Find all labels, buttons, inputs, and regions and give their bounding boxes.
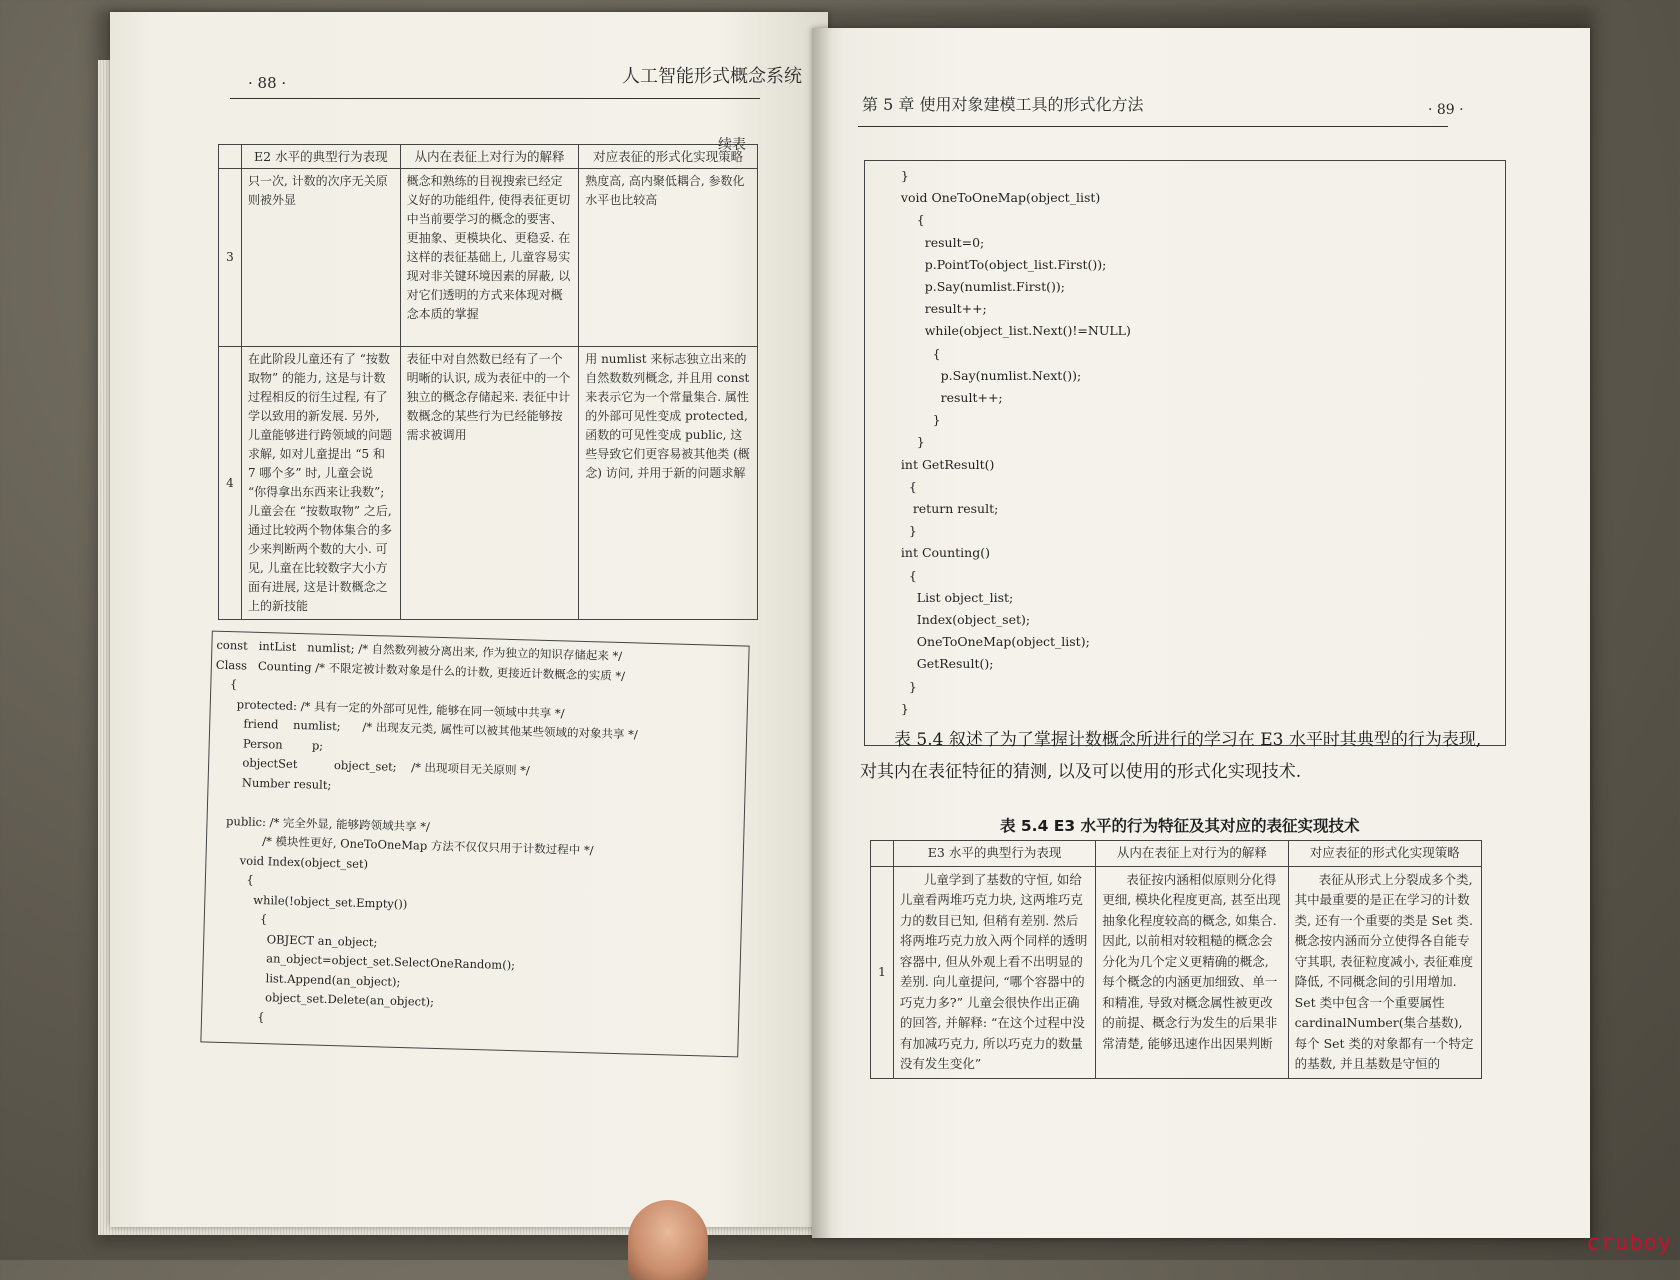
left-page-number: · 88 · [248,74,287,92]
left-page [110,12,828,1227]
continued-label: 续表 [718,137,746,153]
table-header-cell [219,145,242,169]
table-caption: 表 5.4 E3 水平的行为特征及其对应的表征实现技术 [1000,817,1360,835]
book-title: 人工智能形式概念系统 [622,66,802,87]
strategy-cell: 用 numlist 来标志独立出来的自然数数列概念, 并且用 const 来表示它为一个常量集合. 属性的外部可见性变成 protected, 函数的可见性变成 public, 这些导致它们更容易被其他类 (概念) 访问, 并用于新的问题求解 [579,347,758,620]
chapter-header: 第 5 章 使用对象建模工具的形式化方法 [862,95,1144,114]
table-header-cell: 对应表征的形式化实现策略 [1288,841,1481,867]
thumb [628,1200,708,1280]
interpretation-cell: 表征按内涵相似原则分化得更细, 模块化程度更高, 甚至出现抽象化程度较高的概念, 如集合. 因此, 以前相对较粗糙的概念会分化为几个定义更精确的概念, 每个概念的内涵更加细致、单一和精准, 导致对概念属性被更改的前提、概念行为发生的后果非常清楚, 能够迅速作出因果判断 [1096,866,1288,1078]
header-rule [858,126,1448,127]
row-number: 3 [219,169,242,347]
interpretation-cell: 概念和熟练的目视搜索已经定义好的功能组件, 使得表征更切中当前要学习的概念的要害、更抽象、更模块化、更稳妥. 在这样的表征基础上, 儿童容易实现对非关键环境因素的屏蔽, 以对它们透明的方式来体现对概念本质的掌握 [400,169,579,347]
table-row [219,347,758,620]
table-row [219,169,758,347]
code-box-left [200,631,749,1058]
table-header-cell: E3 水平的典型行为表现 [893,841,1095,867]
header-rule [230,98,760,99]
body-paragraph: 表 5.4 叙述了为了掌握计数概念所进行的学习在 E3 水平时其典型的行为表现, 对其内在表征特征的猜测, 以及可以使用的形式化实现技术. [860,730,1482,782]
behavior-table-e2 [218,144,758,620]
behavior-cell: 只一次, 计数的次序无关原则被外显 [241,169,400,347]
table-header-cell: 从内在表征上对行为的解释 [1096,841,1288,867]
table-header-cell: 从内在表征上对行为的解释 [400,145,579,169]
table-header-cell: 对应表征的形式化实现策略 [579,145,758,169]
row-number: 4 [219,347,242,620]
table-header-cell: E2 水平的典型行为表现 [241,145,400,169]
behavior-table-e3 [870,840,1482,1079]
book-gutter [812,28,832,1238]
right-page-number: · 89 · [1428,102,1464,118]
right-page [812,28,1590,1238]
code-box-right [864,160,1506,746]
code-block-right: } void OneToOneMap(object_list) { result=0; p.PointTo(object_list.First()); p.Say(numlist.First()); result++; while(object_list.Next()!=NULL) { p.Say(numlist.Next()); result++; } } int GetResult() { return result; } int Counting() { List object_list; Index(object_set); OneToOneMap(object_list); GetResult(); } } [900,168,1131,716]
watermark: cruboy [1586,1231,1672,1256]
strategy-cell: 表征从形式上分裂成多个类, 其中最重要的是正在学习的计数类, 还有一个重要的类是 Set 类. 概念按内涵而分立使得各自能专守其职, 表征粒度减小, 表征难度降低, 不同概念间的引用增加. Set 类中包含一个重要属性 cardinalNumber(集合基数), 每个 Set 类的对象都有一个特定的基数, 并且基数是守恒的 [1288,866,1481,1078]
behavior-cell: 儿童学到了基数的守恒, 如给儿童看两堆巧克力块, 这两堆巧克力的数目已知, 但稍有差别. 然后将两堆巧克力放入两个同样的透明容器中, 但从外观上看不出明显的差别. 向儿童提问, “哪个容器中的巧克力多?” 儿童会很快作出正确的回答, 并解释: “在这个过程中没有加减巧克力, 所以巧克力的数量没有发生变化” [893,866,1095,1078]
table-header-cell [871,841,894,867]
table-row [871,866,1482,1078]
behavior-cell: 在此阶段儿童还有了 “按数取物” 的能力, 这是与计数过程相反的衍生过程, 有了学以致用的新发展. 另外, 儿童能够进行跨领域的问题求解, 如对儿童提出 “5 和 7 哪个多” 时, 儿童会说 “你得拿出东西来让我数”; 儿童会在 “按数取物” 之后, 通过比较两个物体集合的多少来判断两个数的大小. 可见, 儿童在比较数字大小方面有进展, 这是计数概念之上的新技能 [241,347,400,620]
strategy-cell: 熟度高, 高内聚低耦合, 参数化水平也比较高 [579,169,758,347]
table-header-row [219,145,758,169]
row-number: 1 [871,866,894,1078]
table-header-row [871,841,1482,867]
interpretation-cell: 表征中对自然数已经有了一个明晰的认识, 成为表征中的一个独立的概念存储起来. 表征中计数概念的某些行为已经能够按需求被调用 [400,347,579,620]
code-block-left: const intList numlist; /* 自然数列被分离出来, 作为独立的知识存储起来 */ Class Counting /* 不限定被计数对象是什么的计数, 更接近计数概念的实质 */ { protected: /* 具有一定的外部可见性, 能够在同一领域中共享 */ friend numlist; /* 出现友元类, 属性可以被其他某些领域的对象共享 */ Person p; objectSet object_set; /* 出现项目无关原则 */ Number result; public: /* 完全外显, 能够跨领域共享 */ /* 模块性更好, OneToOneMap 方法不仅仅只用于计数过程中 */ void Index(object_set) { while(!object_set.Empty()) { OBJECT an_object; an_object=object_set.SelectOneRandom(); list.Append(an_object); object_set.Delete(an_object); { [205,637,638,1024]
